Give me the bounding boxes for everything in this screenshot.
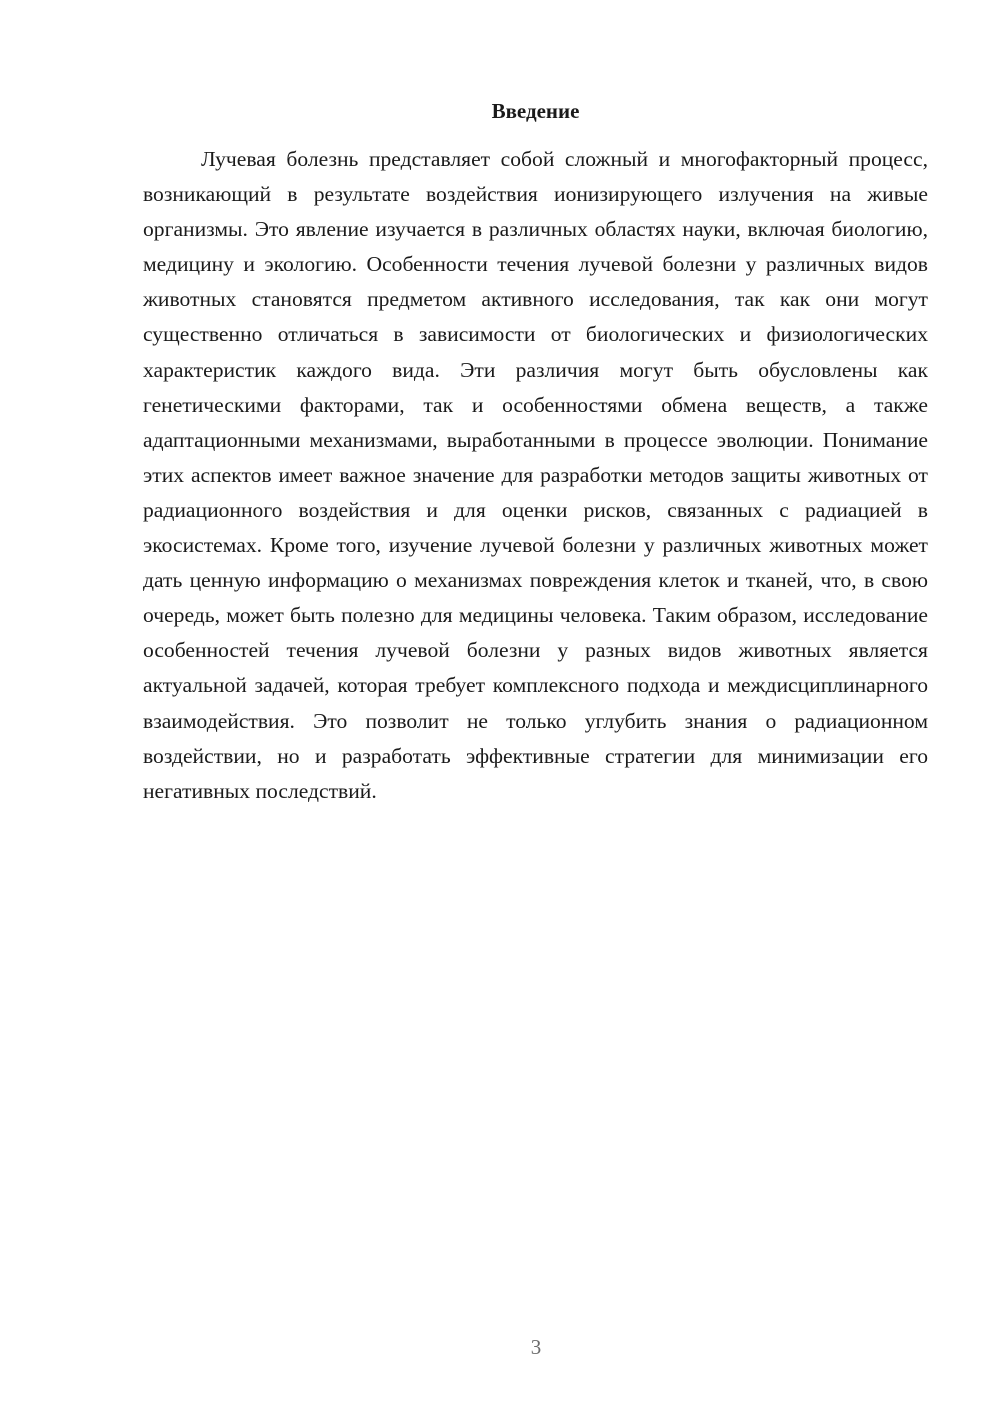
section-heading: Введение xyxy=(491,99,580,123)
page-number: 3 xyxy=(530,1335,542,1359)
body-paragraph: Лучевая болезнь представляет собой сложный и многофакторный процесс, возникающий в результате воздействия ионизирующего излучения на живые организмы. Это явление изучается в различных областях науки, включая биологию, медицину и экологию. Особенности течения лучевой болезни у различных видов животных становятся предметом активного исследования, так как они могут существенно отличаться в зависимости от биологических и физиологических характеристик каждого вида. Эти различия могут быть обусловлены как генетическими факторами, так и особенностями обмена веществ, а также адаптационными механизмами, выработанными в процессе эволюции. Понимание этих аспектов имеет важное значение для разработки методов защиты животных от радиационного воздействия и для оценки рисков, связанных с радиацией в экосистемах. Кроме того, изучение лучевой болезни у различных животных может дать ценную информацию о механизмах повреждения клеток и тканей, что, в свою очередь, может быть полезно для медицины человека. Таким образом, исследование особенностей течения лучевой болезни у разных видов животных является актуальной задачей, которая требует комплексного подхода и междисциплинарного взаимодействия. Это позволит не только углубить знания о радиационном воздействии, но и разработать эффективные стратегии для минимизации его негативных последствий. xyxy=(143,147,928,803)
